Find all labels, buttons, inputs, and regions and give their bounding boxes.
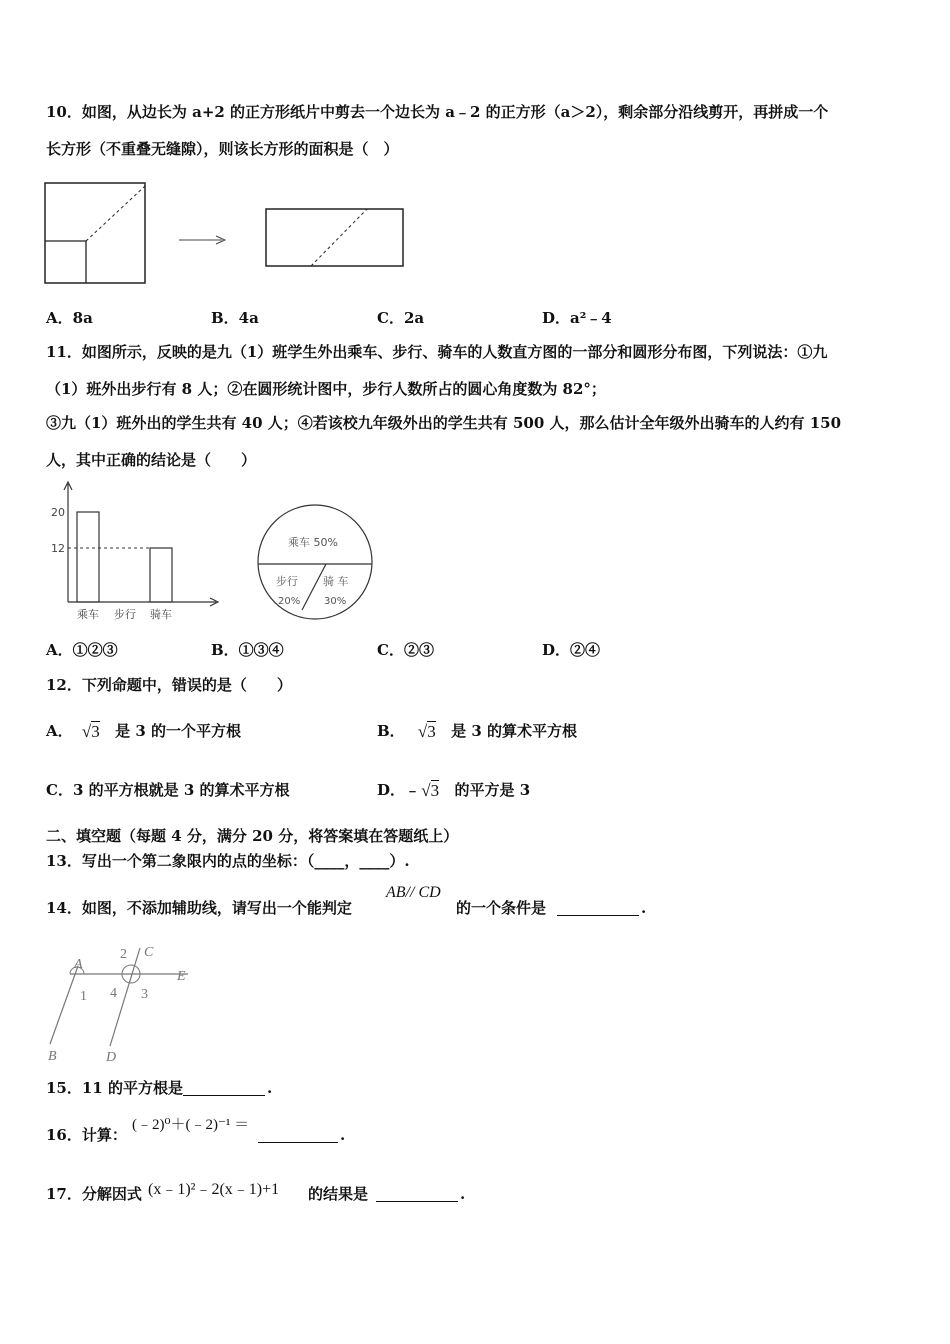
q12-option-c: C．3 的平方根就是 3 的算术平方根	[46, 781, 290, 799]
q12-b-label: B．	[377, 722, 405, 740]
q10-option-c: C．2a	[377, 309, 425, 327]
q17-answer-blank[interactable]	[376, 1184, 458, 1202]
q12-d-label: D．﹣	[377, 781, 421, 799]
q14-math: AB// CD	[386, 884, 441, 901]
y-tick-label-1: 12	[51, 542, 65, 555]
q10-figure	[44, 182, 414, 286]
label-b: B	[48, 1049, 57, 1064]
section-2-heading: 二、填空题（每题 4 分，满分 20 分，将答案填在答题纸上）	[46, 827, 459, 845]
q10-option-b: B．4a	[211, 309, 259, 327]
q11-line4: 人，其中正确的结论是（ ）	[46, 451, 257, 469]
q17-end: .	[460, 1185, 466, 1203]
pie-left-label: 步行	[276, 575, 298, 588]
q10-option-d: D．a²﹣4	[542, 309, 612, 327]
q11-option-c: C．②③	[377, 641, 434, 659]
bar-0	[77, 512, 99, 602]
q17-post: 的结果是	[308, 1185, 369, 1203]
q11-option-b: B．①③④	[211, 641, 284, 659]
q12-d-text: 的平方是 3	[454, 781, 531, 799]
q11-option-a: A．①②③	[46, 641, 118, 659]
angle-4: 4	[110, 986, 117, 1001]
q10-line2: 长方形（不重叠无缝隙），则该长方形的面积是（ ）	[46, 140, 399, 158]
q14-figure	[44, 940, 204, 1068]
pie-right-pct: 30%	[324, 596, 347, 607]
q14-answer-blank[interactable]	[557, 898, 639, 916]
q15-end: .	[267, 1079, 273, 1097]
q12-a-label: A．	[46, 722, 73, 740]
q14-end: .	[641, 899, 647, 917]
q11-line3: ③九（1）班外出的学生共有 40 人；④若该校九年级外出的学生共有 500 人，那么估计全年级外出骑车的人约有 150	[46, 414, 842, 432]
angle-3: 3	[141, 987, 148, 1002]
q11-line1: 11．如图所示，反映的是九（1）班学生外出乘车、步行、骑车的人数直方图的一部分和圆形分布图，下列说法：①九	[46, 343, 828, 361]
label-c: C	[144, 945, 154, 960]
q17-math: (x﹣1)²﹣2(x﹣1)+1	[148, 1181, 280, 1198]
q14-pre: 14．如图，不添加辅助线，请写出一个能判定	[46, 899, 352, 917]
angle-1: 1	[80, 989, 87, 1004]
q15-pre: 15．11 的平方根是	[46, 1079, 183, 1097]
q12-option-a: A． √3 是 3 的一个平方根	[46, 722, 241, 741]
q16-pre: 16．计算：	[46, 1126, 127, 1144]
q12-option-b: B． √3 是 3 的算术平方根	[377, 722, 578, 741]
q10-option-a: A．8a	[46, 309, 93, 327]
q16-math: (﹣2)⁰＋(﹣2)⁻¹ ＝	[132, 1117, 250, 1133]
pie-top-label: 乘车 50%	[288, 536, 338, 549]
q12-option-d: D．﹣ √3 的平方是 3	[377, 781, 531, 800]
q12-b-text: 是 3 的算术平方根	[451, 722, 578, 740]
q11-option-d: D．②④	[542, 641, 601, 659]
q15-answer-blank[interactable]	[183, 1078, 265, 1096]
label-a: A	[74, 957, 83, 972]
q17-pre: 17．分解因式	[46, 1185, 142, 1203]
bar-2	[150, 548, 172, 602]
pie-right-label: 骑 车	[323, 575, 349, 588]
q10-line1: 10．如图，从边长为 a+2 的正方形纸片中剪去一个边长为 a﹣2 的正方形（a＞2），剩余部分沿线剪开，再拼成一个	[46, 103, 829, 121]
label-d: D	[106, 1050, 117, 1065]
q13-text: 13．写出一个第二象限内的点的坐标：（____，____）.	[46, 852, 410, 870]
q11-pie-chart	[256, 502, 376, 622]
label-e: E	[177, 969, 186, 984]
y-tick-label-0: 20	[51, 506, 65, 519]
q11-line2: （1）班外出步行有 8 人；②在圆形统计图中，步行人数所占的圆心角度数为 82°；	[46, 380, 606, 398]
q12-a-text: 是 3 的一个平方根	[115, 722, 241, 740]
q16-end: .	[340, 1126, 346, 1144]
q12-stem: 12．下列命题中，错误的是（ ）	[46, 676, 292, 694]
x-tick-label-0: 乘车	[77, 608, 99, 621]
q11-bar-chart	[46, 478, 226, 628]
pie-left-pct: 20%	[278, 596, 301, 607]
angle-2: 2	[120, 947, 127, 962]
q16-answer-blank[interactable]	[258, 1125, 338, 1143]
x-tick-label-2: 骑车	[150, 608, 172, 621]
x-tick-label-1: 步行	[114, 608, 136, 621]
q14-post: 的一个条件是	[456, 899, 547, 917]
